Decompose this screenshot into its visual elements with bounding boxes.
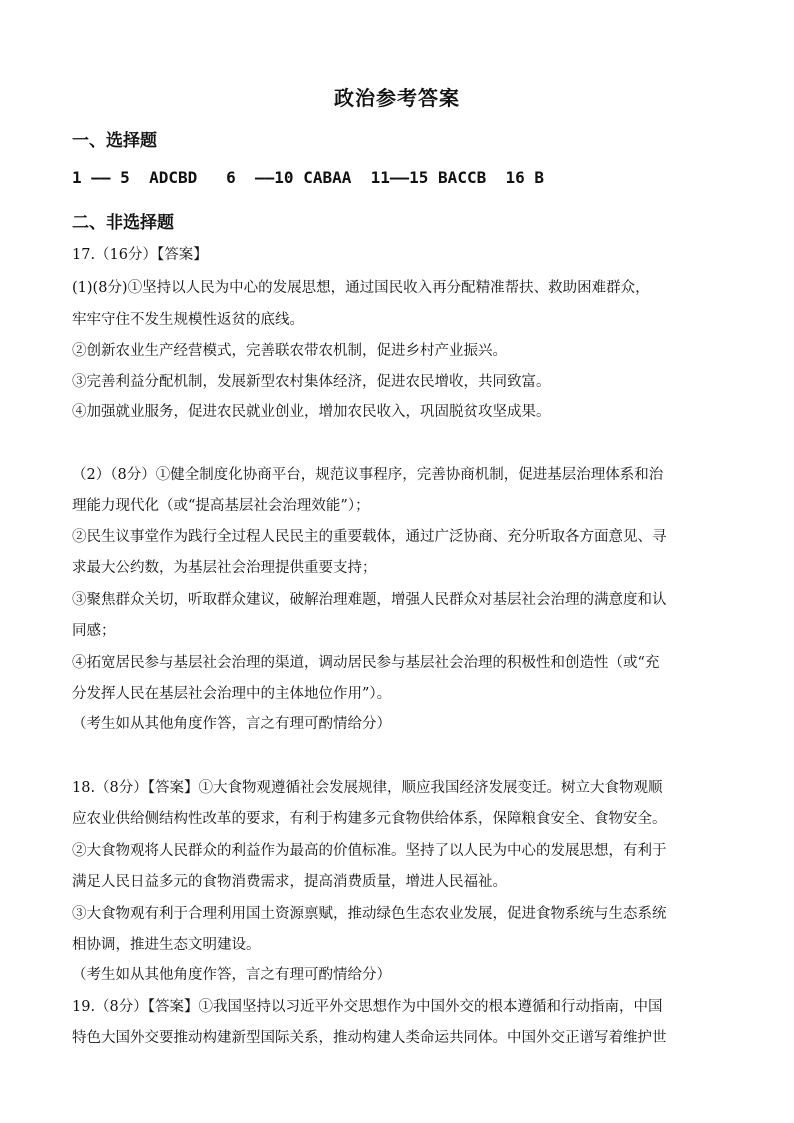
- answer-line: （2）（8分）①健全制度化协商平台，规范议事程序，完善协商机制，促进基层治理体系和治: [72, 467, 664, 483]
- answer-line: 17.（16分）【答案】: [72, 247, 208, 263]
- answer-line: ②大食物观将人民群众的利益作为最高的价值标准。坚持了以人民为中心的发展思想，有利于: [72, 843, 667, 859]
- answer-line: 求最大公约数，为基层社会治理提供重要支持；: [72, 560, 377, 576]
- page-title: 政治参考答案: [334, 86, 460, 110]
- section-heading-multiple-choice: 一、选择题: [72, 131, 157, 151]
- answer-line: 同感；: [72, 623, 116, 639]
- grading-note: （考生如从其他角度作答，言之有理可酌情给分）: [72, 716, 391, 732]
- answer-line: 满足人民日益多元的食物消费需求，提高消费质量，增进人民福祉。: [72, 874, 507, 890]
- answer-line: ②民生议事堂作为践行全过程人民民主的重要载体，通过广泛协商、充分听取各方面意见、寻: [72, 529, 667, 545]
- answer-line: 分发挥人民在基层社会治理中的主体地位作用”）。: [72, 686, 392, 702]
- answer-line: 18.（8分）【答案】①大食物观遵循社会发展规律，顺应我国经济发展变迁。树立大食物观顺: [72, 780, 663, 796]
- answer-line: ③大食物观有利于合理利用国土资源禀赋，推动绿色生态农业发展，促进食物系统与生态系统: [72, 906, 667, 922]
- answer-line: 应农业供给侧结构性改革的要求，有利于构建多元食物供给体系，保障粮食安全、食物安全。: [72, 811, 667, 827]
- answer-line: 特色大国外交要推动构建新型国际关系，推动构建人类命运共同体。中国外交正谱写着维护世: [72, 1030, 667, 1046]
- answer-line: 19.（8分）【答案】①我国坚持以习近平外交思想作为中国外交的根本遵循和行动指南，中国: [72, 999, 663, 1015]
- answer-line: 理能力现代化（或“提高基层社会治理效能”）；: [72, 498, 370, 514]
- multiple-choice-answers: 1 —— 5 ADCBD 6 ——10 CABAA 11——15 BACCB 16 B: [72, 168, 545, 187]
- answer-line: 相协调，推进生态文明建设。: [72, 937, 261, 953]
- answer-line: (1)(8分)①坚持以人民为中心的发展思想，通过国民收入再分配精准帮扶、救助困难群众，: [72, 280, 650, 296]
- answer-line: ③聚焦群众关切，听取群众建议，破解治理难题，增强人民群众对基层社会治理的满意度和认: [72, 592, 667, 608]
- answer-line: 牢牢守住不发生规模性返贫的底线。: [72, 312, 304, 328]
- answer-line: ④拓宽居民参与基层社会治理的渠道，调动居民参与基层社会治理的积极性和创造性（或“充: [72, 655, 660, 671]
- answer-line: ④加强就业服务，促进农民就业创业，增加农民收入，巩固脱贫攻坚成果。: [72, 404, 551, 420]
- answer-line: ③完善利益分配机制，发展新型农村集体经济，促进农民增收，共同致富。: [72, 374, 551, 390]
- grading-note: （考生如从其他角度作答，言之有理可酌情给分）: [72, 967, 391, 983]
- answer-line: ②创新农业生产经营模式，完善联农带农机制，促进乡村产业振兴。: [72, 343, 507, 359]
- section-heading-non-multiple-choice: 二、非选择题: [72, 213, 174, 233]
